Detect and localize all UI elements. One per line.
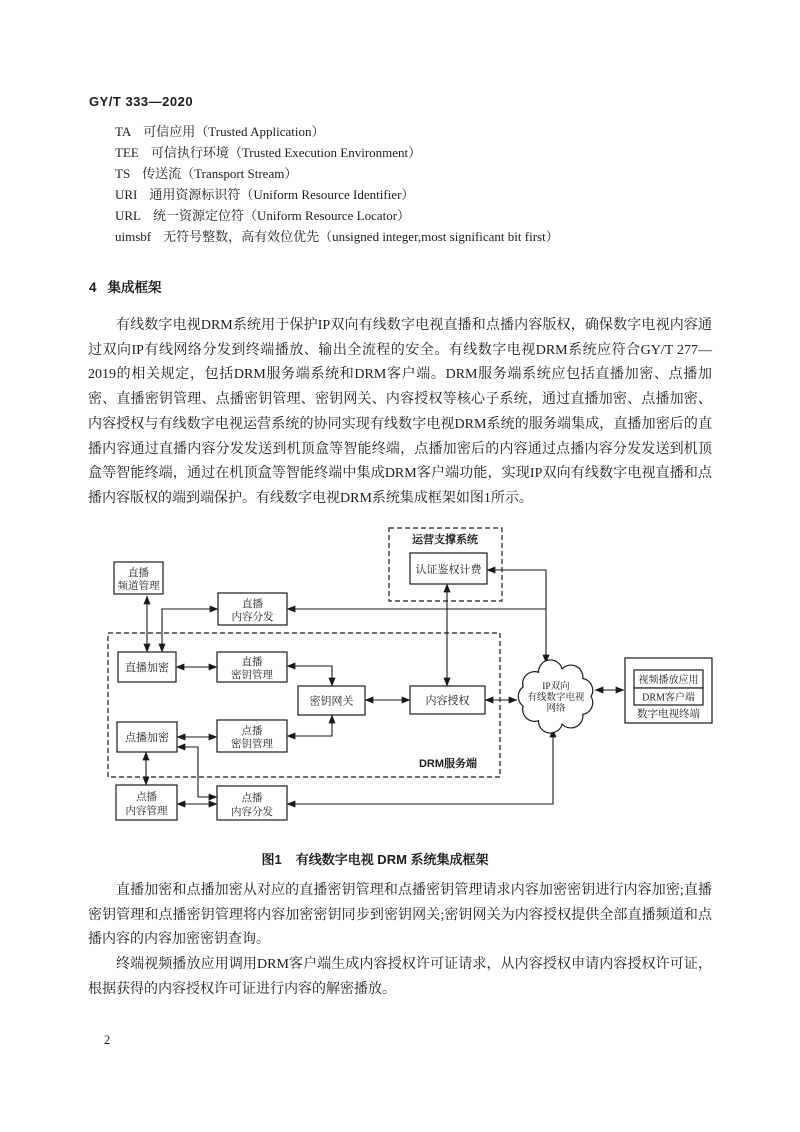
paragraph-text: 终端视频播放应用调用DRM客户端生成内容授权许可证请求，从内容授权申请内容授权许可证，根据获得的内容授权许可证进行内容的解密播放。 (88, 957, 712, 997)
abbreviation-term: TEE (115, 144, 139, 160)
box-auth-billing-label: 认证鉴权计费 (415, 564, 482, 576)
network-cloud-line2: 有线数字电视 (527, 693, 585, 703)
abbreviation-definition: 统一资源定位符（Uniform Resource Locator） (153, 207, 411, 223)
abbreviation-term: URL (115, 207, 141, 223)
abbreviation-definition: 无符号整数，高有效位优先（unsigned integer,most significant bit first） (163, 228, 559, 244)
figure-caption (0, 849, 750, 868)
connector-liveencrypt-livedist (162, 609, 218, 652)
box-drm-client-label: DRM客户端 (642, 692, 695, 704)
box-vod-content-mgmt-line1: 点播 (136, 792, 157, 803)
abbreviation-definition: 可信应用（Trusted Application） (143, 124, 325, 139)
abbreviation-item (115, 206, 559, 227)
box-video-playback-app-label: 视频播放应用 (638, 675, 699, 686)
figure-title: 有线数字电视 DRM 系统集成框架 (295, 852, 489, 867)
abbreviation-definition: 可信执行环境（Trusted Execution Environment） (150, 144, 422, 160)
abbreviation-item (115, 227, 559, 248)
abbreviation-term: TA (115, 124, 132, 139)
box-vod-content-mgmt-line2: 内容管理 (125, 806, 168, 817)
figure-number: 图1 (261, 852, 282, 867)
box-live-key-mgmt-line2: 密钥管理 (231, 670, 273, 681)
section-number: 4 (89, 280, 97, 295)
connector-authbilling-cloud (487, 570, 546, 663)
section-title: 集成框架 (107, 280, 162, 295)
box-live-channel-mgmt-line2: 频道管理 (117, 581, 160, 592)
page-number: 2 (104, 1033, 111, 1047)
abbreviation-item (115, 143, 559, 164)
network-cloud-line1: IP双向 (542, 682, 570, 692)
abbreviation-item (115, 164, 559, 185)
abbreviation-term: URI (115, 186, 138, 202)
abbreviation-term: uimsbf (115, 228, 152, 244)
oss-group-title: 运营支撑系统 (412, 534, 478, 546)
abbreviation-term: TS (115, 165, 131, 181)
drm-server-label: DRM服务端 (418, 758, 478, 770)
paragraph-text: 有线数字电视DRM系统用于保护IP双向有线数字电视直播和点播内容版权，确保数字电视内容通过双向IP有线网络分发到终端播放、输出全流程的安全。有线数字电视DRM系统应符合GY/T 277—2019的相关规定，包括DRM服务端系统和DRM客户端。DRM服务端系统应包括直播加密、点播加密、直播密钥管理、点播密钥管理、密钥网关、内容授权等核心子系统，通过直播加密、点播加密、内容授权与有线数字电视运营系统的协同实现有线数字电视DRM系统的服务端集成，直播加密后的直播内容通过直播内容分发发送到机顶盒等智能终端，点播加密后的内容通过点播内容分发发送到机顶盒等智能终端，通过在机顶盒等智能终端中集成DRM客户端功能，实现IP双向有线数字电视直播和点播内容版权的端到端保护。有线数字电视DRM系统集成框架如图1所示。 (88, 318, 712, 506)
box-live-encrypt-label: 直播加密 (125, 662, 169, 674)
box-vod-encrypt-label: 点播加密 (125, 732, 169, 744)
box-live-key-mgmt-line1: 直播 (241, 657, 263, 668)
digital-tv-terminal-label: 数字电视终端 (637, 709, 700, 720)
body-paragraphs-after-figure (88, 879, 712, 1003)
body-paragraph-1 (88, 314, 712, 512)
box-live-channel-mgmt-line1: 直播 (128, 568, 149, 579)
network-cloud-line3: 网络 (546, 704, 566, 714)
figure-1-diagram (0, 515, 800, 855)
connector-vodkeymgmt-keygateway (287, 715, 332, 736)
box-content-auth-label: 内容授权 (425, 695, 470, 707)
box-key-gateway-label: 密钥网关 (309, 695, 354, 708)
abbreviation-item (115, 122, 559, 143)
box-vod-content-dist-line2: 内容分发 (231, 807, 273, 818)
document-number-header: GY/T 333—2020 (89, 94, 194, 109)
paragraph-text: 直播加密和点播加密从对应的直播密钥管理和点播密钥管理请求内容加密密钥进行内容加密;直播密钥管理和点播密钥管理将内容加密密钥同步到密钥网关;密钥网关为内容授权提供全部直播频道和点播内容的内容加密密钥查询。 (88, 883, 712, 948)
section-heading (89, 276, 162, 296)
box-live-content-dist-line2: 内容分发 (231, 612, 274, 623)
box-vod-key-mgmt-line2: 密钥管理 (231, 739, 273, 750)
box-vod-key-mgmt-line1: 点播 (241, 726, 263, 737)
abbreviation-definition: 传送流（Transport Stream） (142, 165, 298, 181)
abbreviation-item (115, 185, 559, 206)
abbreviation-list (115, 122, 559, 247)
connector-vodencrypt-voddist (177, 747, 217, 797)
abbreviation-definition: 通用资源标识符（Uniform Resource Identifier） (149, 186, 415, 202)
box-live-content-dist-line1: 直播 (242, 599, 263, 610)
connector-livekeymgmt-keygateway (287, 666, 332, 686)
box-vod-content-dist-line1: 点播 (241, 793, 263, 804)
